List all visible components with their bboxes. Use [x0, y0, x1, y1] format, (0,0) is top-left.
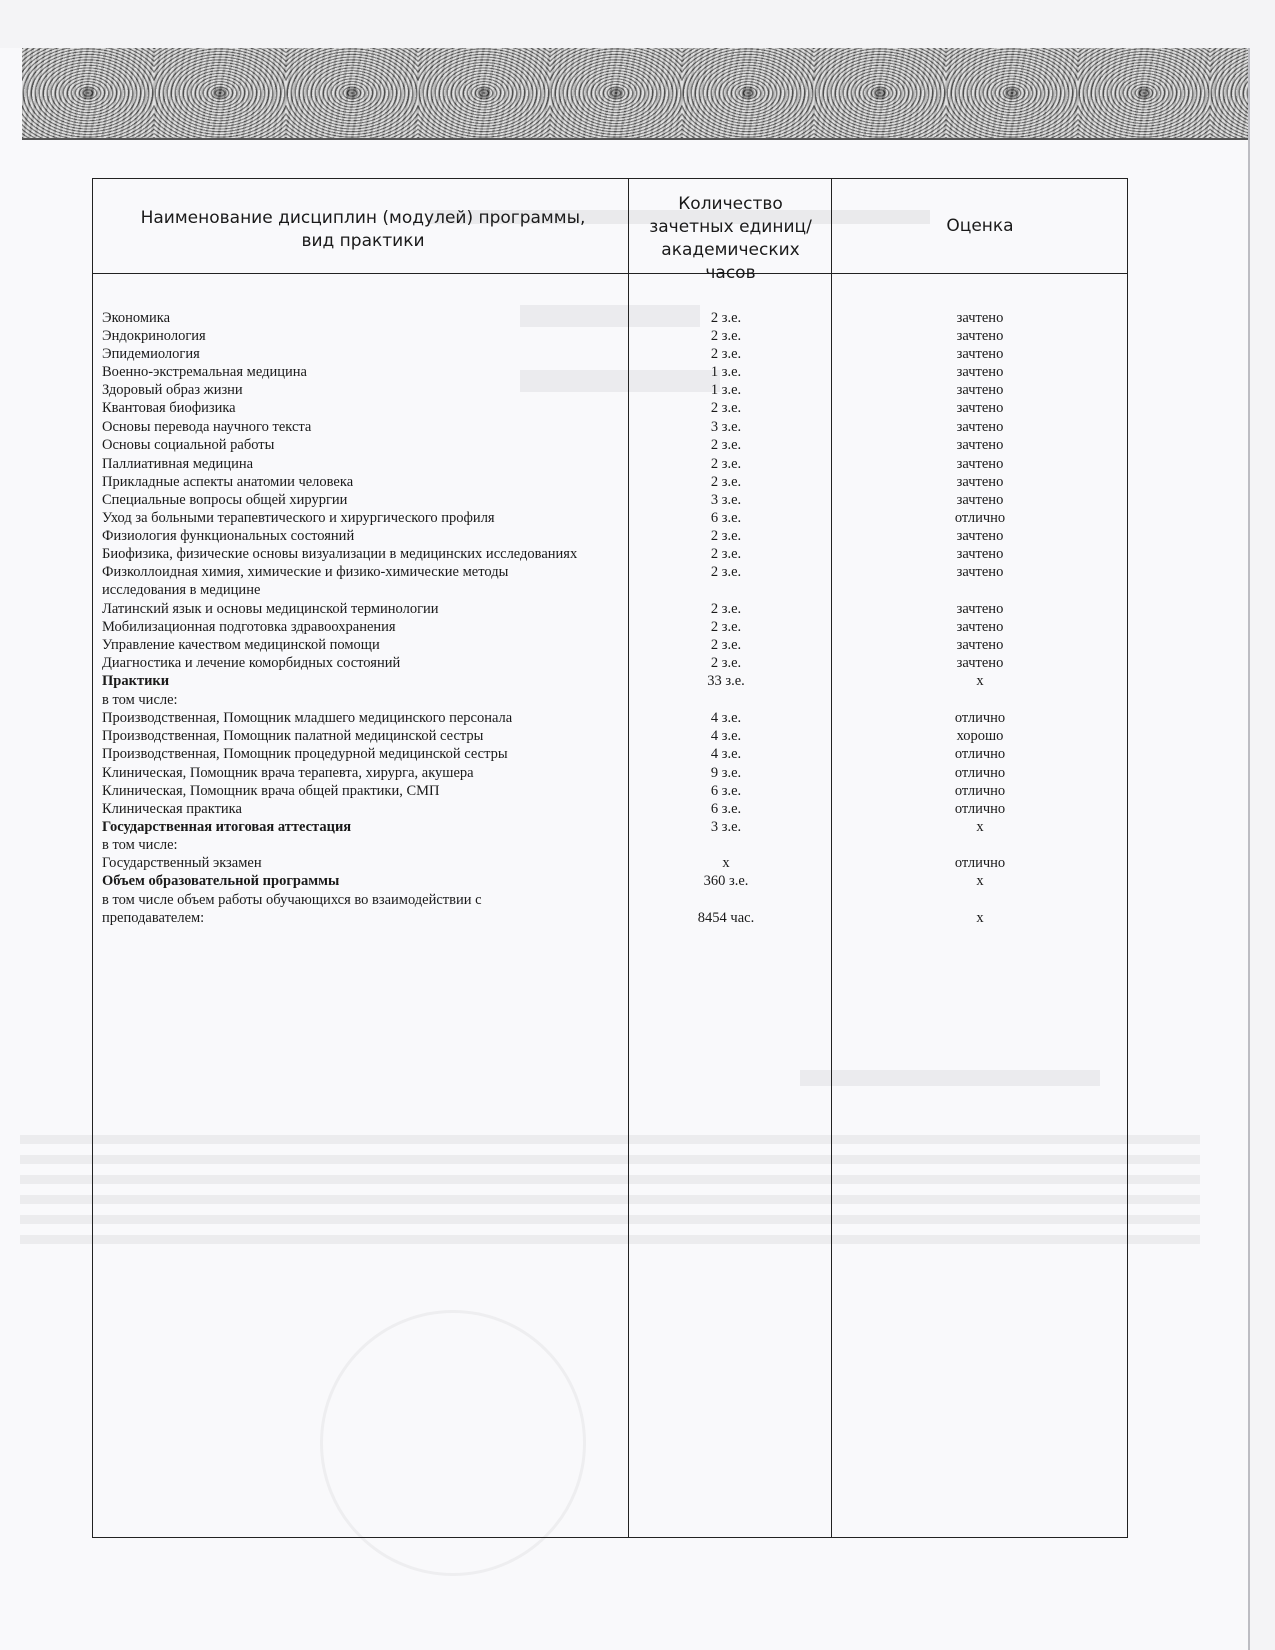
- cell-name: Физиология функциональных состояний: [102, 528, 355, 544]
- cell-grade: зачтено: [956, 419, 1004, 435]
- table-row: [93, 836, 1129, 854]
- cell-units: 2 з.е.: [710, 564, 742, 580]
- table-row: [93, 545, 1129, 563]
- cell-name: Объем образовательной программы: [102, 873, 340, 889]
- cell-grade: зачтено: [956, 328, 1004, 344]
- cell-name: Военно-экстремальная медицина: [102, 364, 307, 380]
- decorative-banner: [22, 48, 1248, 140]
- cell-name: Производственная, Помощник процедурной медицинской сестры: [102, 746, 508, 762]
- cell-units: 2 з.е.: [710, 400, 742, 416]
- cell-grade: зачтено: [956, 528, 1004, 544]
- cell-grade: отлично: [954, 746, 1006, 762]
- cell-grade: зачтено: [956, 492, 1004, 508]
- table-row: [93, 618, 1129, 636]
- cell-name: Производственная, Помощник палатной медицинской сестры: [102, 728, 484, 744]
- cell-units: 2 з.е.: [710, 328, 742, 344]
- cell-name: Мобилизационная подготовка здравоохранения: [102, 619, 396, 635]
- table-row: [93, 800, 1129, 818]
- cell-units: 2 з.е.: [710, 474, 742, 490]
- cell-name: Здоровый образ жизни: [102, 382, 243, 398]
- cell-name: Диагностика и лечение коморбидных состояний: [102, 655, 401, 671]
- table-row: [93, 491, 1129, 509]
- cell-name: Основы перевода научного текста: [102, 419, 312, 435]
- cell-units: 3 з.е.: [710, 819, 742, 835]
- cell-grade: зачтено: [956, 474, 1004, 490]
- table-row: [93, 854, 1129, 872]
- cell-units: 2 з.е.: [710, 619, 742, 635]
- cell-units: 2 з.е.: [710, 637, 742, 653]
- cell-grade: отлично: [954, 783, 1006, 799]
- table-row: [93, 381, 1129, 399]
- cell-name: исследования в медицине: [102, 582, 261, 598]
- cell-grade: x: [976, 819, 984, 835]
- cell-units: 360 з.е.: [703, 873, 749, 889]
- cell-units: 6 з.е.: [710, 510, 742, 526]
- table-row: [93, 309, 1129, 327]
- header-units: Количество зачетных единиц/ академических часов: [649, 194, 812, 283]
- cell-name: Паллиативная медицина: [102, 456, 254, 472]
- cell-units: 1 з.е.: [710, 382, 742, 398]
- cell-grade: хорошо: [956, 728, 1004, 744]
- header-grade: Оценка: [946, 216, 1014, 236]
- cell-name: Специальные вопросы общей хирургии: [102, 492, 348, 508]
- table-row: [93, 636, 1129, 654]
- header-discipline: Наименование дисциплин (модулей) программы, вид практики: [140, 208, 586, 251]
- cell-name: Основы социальной работы: [102, 437, 275, 453]
- table-row: [93, 654, 1129, 672]
- table-row: [93, 691, 1129, 709]
- cell-name: Эндокринология: [102, 328, 206, 344]
- cell-grade: зачтено: [956, 364, 1004, 380]
- cell-name: в том числе:: [102, 837, 178, 853]
- cell-units: 1 з.е.: [710, 364, 742, 380]
- cell-name: в том числе объем работы обучающихся во взаимодействии с: [102, 892, 482, 908]
- cell-units: x: [722, 855, 730, 871]
- cell-grade: зачтено: [956, 437, 1004, 453]
- cell-grade: отлично: [954, 510, 1006, 526]
- cell-units: 2 з.е.: [710, 437, 742, 453]
- table-row: [93, 891, 1129, 909]
- cell-name: Биофизика, физические основы визуализации в медицинских исследованиях: [102, 546, 578, 562]
- cell-units: 8454 час.: [697, 910, 755, 926]
- table-row: [93, 509, 1129, 527]
- cell-grade: зачтено: [956, 382, 1004, 398]
- cell-name: Клиническая практика: [102, 801, 242, 817]
- cell-grade: отлично: [954, 801, 1006, 817]
- cell-grade: зачтено: [956, 546, 1004, 562]
- cell-name: преподавателем:: [102, 910, 205, 926]
- cell-name: Латинский язык и основы медицинской терминологии: [102, 601, 439, 617]
- grades-table: [92, 178, 1128, 1538]
- table-row: [93, 455, 1129, 473]
- table-row: [93, 473, 1129, 491]
- cell-units: 6 з.е.: [710, 783, 742, 799]
- cell-grade: отлично: [954, 710, 1006, 726]
- table-row: [93, 363, 1129, 381]
- cell-units: 9 з.е.: [710, 765, 742, 781]
- table-row: [93, 764, 1129, 782]
- cell-grade: зачтено: [956, 456, 1004, 472]
- cell-units: 2 з.е.: [710, 601, 742, 617]
- cell-grade: зачтено: [956, 310, 1004, 326]
- cell-name: Клиническая, Помощник врача терапевта, хирурга, акушера: [102, 765, 474, 781]
- cell-grade: зачтено: [956, 655, 1004, 671]
- cell-name: Квантовая биофизика: [102, 400, 236, 416]
- cell-name: в том числе:: [102, 692, 178, 708]
- cell-grade: x: [976, 873, 984, 889]
- cell-name: Экономика: [102, 310, 171, 326]
- cell-units: 2 з.е.: [710, 528, 742, 544]
- table-row: [93, 672, 1129, 690]
- cell-units: 2 з.е.: [710, 310, 742, 326]
- header-divider: [93, 273, 1127, 274]
- table-row: [93, 399, 1129, 417]
- cell-grade: зачтено: [956, 619, 1004, 635]
- cell-grade: зачтено: [956, 564, 1004, 580]
- cell-grade: x: [976, 910, 984, 926]
- cell-name: Клиническая, Помощник врача общей практики, СМП: [102, 783, 440, 799]
- table-row: [93, 327, 1129, 345]
- table-row: [93, 745, 1129, 763]
- table-row: [93, 782, 1129, 800]
- cell-grade: зачтено: [956, 637, 1004, 653]
- cell-units: 6 з.е.: [710, 801, 742, 817]
- table-row: [93, 563, 1129, 581]
- cell-grade: зачтено: [956, 346, 1004, 362]
- table-row: [93, 345, 1129, 363]
- table-row: [93, 909, 1129, 927]
- cell-grade: зачтено: [956, 400, 1004, 416]
- cell-units: 2 з.е.: [710, 655, 742, 671]
- cell-name: Физколлоидная химия, химические и физико-химические методы: [102, 564, 509, 580]
- cell-grade: зачтено: [956, 601, 1004, 617]
- cell-units: 3 з.е.: [710, 419, 742, 435]
- table-row: [93, 872, 1129, 890]
- cell-units: 2 з.е.: [710, 546, 742, 562]
- table-row: [93, 418, 1129, 436]
- cell-units: 4 з.е.: [710, 710, 742, 726]
- cell-name: Уход за больными терапевтического и хирургического профиля: [102, 510, 495, 526]
- table-row: [93, 727, 1129, 745]
- cell-name: Прикладные аспекты анатомии человека: [102, 474, 354, 490]
- cell-units: 4 з.е.: [710, 746, 742, 762]
- cell-name: Государственная итоговая аттестация: [102, 819, 352, 835]
- cell-name: Эпидемиология: [102, 346, 200, 362]
- cell-units: 3 з.е.: [710, 492, 742, 508]
- cell-grade: отлично: [954, 855, 1006, 871]
- cell-grade: x: [976, 673, 984, 689]
- table-row: [93, 709, 1129, 727]
- cell-units: 33 з.е.: [707, 673, 745, 689]
- table-row: [93, 581, 1129, 599]
- cell-units: 4 з.е.: [710, 728, 742, 744]
- cell-name: Производственная, Помощник младшего медицинского персонала: [102, 710, 513, 726]
- table-row: [93, 527, 1129, 545]
- cell-name: Практики: [102, 673, 170, 689]
- table-row: [93, 436, 1129, 454]
- cell-units: 2 з.е.: [710, 346, 742, 362]
- cell-grade: отлично: [954, 765, 1006, 781]
- table-row: [93, 818, 1129, 836]
- cell-name: Государственный экзамен: [102, 855, 262, 871]
- cell-units: 2 з.е.: [710, 456, 742, 472]
- table-row: [93, 600, 1129, 618]
- cell-name: Управление качеством медицинской помощи: [102, 637, 380, 653]
